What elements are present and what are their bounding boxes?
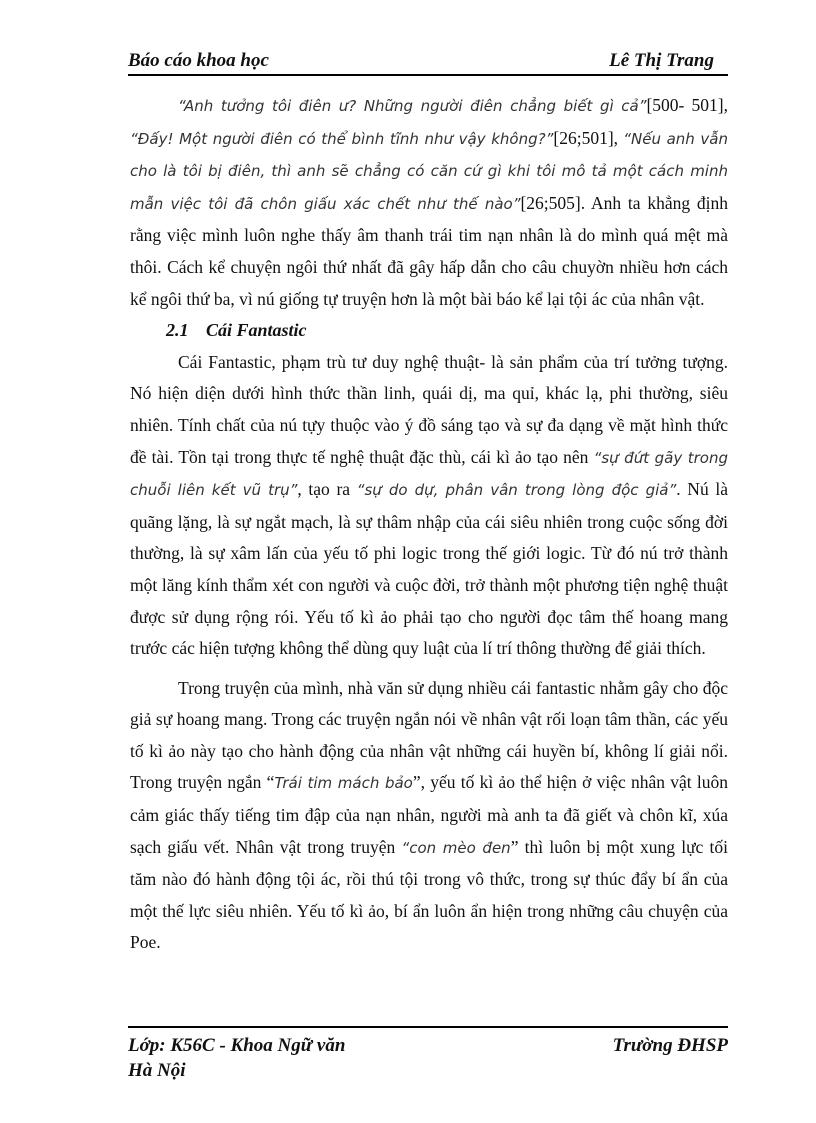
footer-university: Trường ĐHSP — [612, 1035, 728, 1056]
quote: “sự do dự, phân vân trong lòng độc giả” — [356, 481, 677, 500]
paragraph-poe-stories — [130, 673, 728, 959]
section-heading — [130, 315, 728, 347]
quote: “Nếu anh vẫn cho là tôi bị điên, thì anh sẽ chẳng có căn cứ gì khi tôi mô tả một cách minh mẫn việc tôi đã chôn giấu xác chết như thế nào” — [130, 129, 728, 213]
paragraph-text: . Nú là quãng lặng, là sự ngắt mạch, là sự thâm nhập của cái siêu nhiên trong cuộc sống đời thường, là sự xâm lấn của yếu tố phi logic trong thế giới logic. Từ đó nú trở thành một lăng kính thẩm xét con người và cuộc đời, trở thành một phương tiện nghệ thuật được sử dụng rộng rói. Yếu tố kì ảo phải tạo cho người đọc tâm thế hoang mang trước các hiện tượng không thể dùng quy luật của lí trí thông thường để giải thích. — [130, 479, 728, 659]
quote: “Anh tưởng tôi điên ư? Những người điên chẳng biết gì cả” — [178, 97, 647, 115]
quote: “sự đứt gãy trong chuỗi liên kết vũ trụ” — [130, 448, 728, 500]
section-title: Cái Fantastic — [206, 320, 307, 341]
header-author: Lê Thị Trang — [609, 50, 714, 71]
paragraph-quotes — [130, 90, 728, 315]
story-title: “con mèo đen — [401, 838, 511, 857]
paragraph-fantastic — [130, 347, 728, 665]
paragraph-text: ”, yếu tố kì ảo thể hiện ở việc nhân vật luôn cảm giác thấy tiếng tim đập của nạn nhân, người mà anh ta đã giết và chôn kĩ, xúa sạch giấu vết. Nhân vật trong truyện — [130, 772, 728, 857]
paragraph-text: ” thì luôn bị một xung lực tối tăm nào đó hành động tội ác, rồi thú tội trong vô thức, trong sự thúc đẩy bí ẩn của một thế lực siêu nhiên. Yếu tố kì ảo, bí ẩn luôn ẩn hiện trong những câu chuyện của Poe. — [130, 836, 729, 953]
header-report-title: Báo cáo khoa học — [128, 50, 269, 71]
story-title: Trái tim mách bảo — [274, 774, 413, 793]
paragraph-text: Cái Fantastic, phạm trù tư duy nghệ thuật- là sản phẩm của trí tưởng tượng. Nó hiện diện dưới hình thức thần linh, quái dị, ma quỉ, khác lạ, phi thường, siêu nhiên. Tính chất của nú tựy thuộc vào ý đồ sáng tạo và sự đa dạng về mặt hình thức đề tài. Tồn tại trong thực tế nghệ thuật đặc thù, cái kì ảo tạo nên — [130, 351, 728, 467]
page-header — [128, 48, 728, 76]
paragraph-text: [26;505]. Anh ta khẳng định rằng việc mình luôn nghe thấy âm thanh trái tim nạn nhân là do mình quá mệt mà thôi. Cách kể chuyện ngôi thứ nhất đã gây hấp dẫn cho câu chuyờn nhiều hơn cách kể ngôi thứ ba, vì nú giống tự truyện hơn là một bài báo kể lại tội ác của nhân vật. — [130, 192, 728, 309]
quote: “Đấy! Một người điên có thể bình tĩnh như vậy không?” — [130, 129, 554, 148]
section-number: 2.1 — [166, 320, 189, 341]
paragraph-text: Trong truyện của mình, nhà văn sử dụng nhiều cái fantastic nhằm gây cho độc giả sự hoang mang. Trong các truyện ngắn nói về nhân vật rối loạn tâm thần, các yếu tố kì ảo này tạo cho hành động của nhân vật những cái huyền bí, không lí giải nổi. Trong truyện ngắn “ — [130, 677, 728, 793]
page-footer — [128, 1026, 728, 1081]
paragraph-text: , tạo ra — [297, 479, 357, 500]
citation: [26;501], — [553, 127, 624, 148]
footer-city-line: Hà Nội — [128, 1060, 186, 1081]
document-body — [130, 90, 728, 959]
citation: [500- 501], — [646, 95, 729, 115]
footer-class-line: Lớp: K56C - Khoa Ngữ văn — [128, 1035, 346, 1056]
footer-class-info — [128, 1033, 345, 1083]
